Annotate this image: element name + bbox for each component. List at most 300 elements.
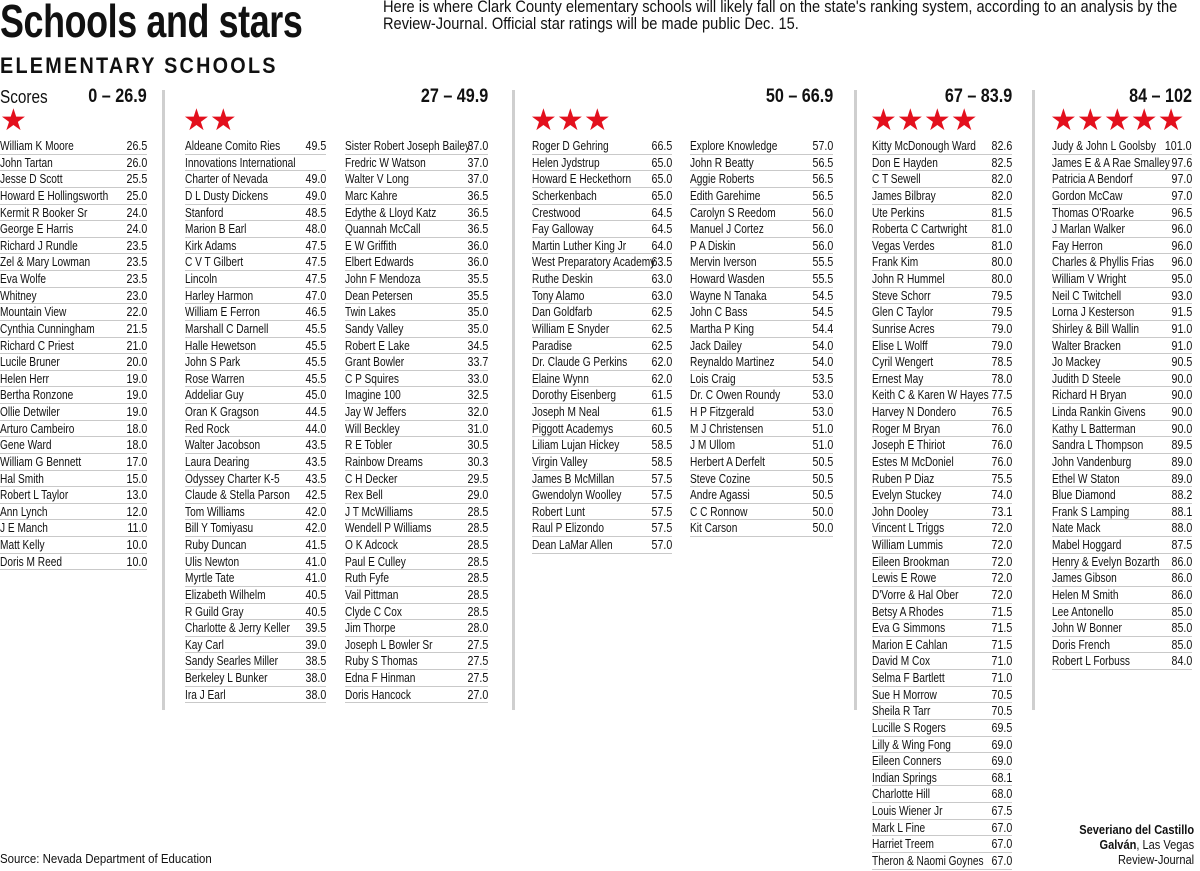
- school-name: Oran K Gragson: [185, 404, 259, 419]
- school-score: 49.0: [305, 171, 326, 187]
- school-name: Dean LaMar Allen: [532, 537, 613, 552]
- school-score: 21.0: [126, 337, 147, 353]
- school-score: 67.0: [991, 819, 1012, 835]
- school-score: 24.0: [126, 221, 147, 237]
- school-score: 97.0: [1171, 171, 1192, 187]
- school-row: [0, 138, 147, 155]
- school-score: 62.5: [651, 304, 672, 320]
- school-name: Sandy Searles Miller: [185, 653, 278, 669]
- school-score: 27.5: [467, 670, 488, 685]
- school-score: 39.0: [305, 636, 326, 652]
- school-name: Will Beckley: [345, 420, 400, 436]
- school-score: 47.5: [305, 271, 326, 286]
- school-name: Cyril Wengert: [872, 354, 934, 370]
- school-row: [0, 421, 147, 438]
- school-column-1: [0, 138, 147, 570]
- school-score: 28.0: [467, 620, 488, 636]
- school-score: 55.5: [812, 254, 833, 270]
- school-score: 47.0: [305, 287, 326, 303]
- school-row: [345, 271, 488, 288]
- school-row: [872, 254, 1012, 271]
- school-row: [1052, 537, 1192, 554]
- school-score: 45.5: [305, 370, 326, 386]
- school-score: 82.0: [991, 171, 1012, 187]
- school-name: Tom Williams: [185, 503, 245, 519]
- school-name: Robert L Taylor: [0, 487, 69, 503]
- school-row: [1052, 437, 1192, 454]
- school-score: 13.0: [126, 487, 147, 503]
- school-score: 45.5: [305, 320, 326, 336]
- school-score: 33.7: [467, 354, 488, 370]
- school-score: 63.5: [651, 254, 672, 270]
- school-name: James Gibson: [1052, 570, 1117, 586]
- school-row: [1052, 371, 1192, 388]
- school-score: 35.5: [467, 271, 488, 286]
- school-row: [872, 171, 1012, 188]
- school-name: Doris French: [1052, 636, 1111, 652]
- school-name: Charlotte & Jerry Keller: [185, 620, 290, 636]
- school-name: Jo Mackey: [1052, 354, 1101, 370]
- school-name: Steve Cozine: [690, 470, 751, 486]
- school-row: [872, 836, 1012, 853]
- school-name: Myrtle Tate: [185, 570, 235, 586]
- school-name: J T McWilliams: [345, 503, 413, 519]
- school-score: 37.0: [467, 171, 488, 187]
- school-name: Dean Petersen: [345, 287, 413, 303]
- school-score: 58.5: [651, 453, 672, 469]
- school-row: [345, 604, 488, 621]
- range-3-star: 50 – 66.9: [765, 86, 833, 107]
- school-score: 79.0: [991, 320, 1012, 336]
- school-score: 76.0: [991, 453, 1012, 469]
- school-row: [532, 155, 672, 172]
- school-score: 50.5: [812, 487, 833, 503]
- star-icon: ★: [950, 104, 978, 137]
- school-row: [345, 138, 488, 155]
- school-row: [532, 188, 672, 205]
- credit: [1079, 822, 1194, 867]
- school-row: [345, 587, 488, 604]
- school-row: [532, 537, 672, 554]
- school-row: [185, 520, 326, 537]
- star-icons-3: [530, 106, 611, 136]
- school-score: 45.5: [305, 354, 326, 370]
- school-score: 28.5: [467, 553, 488, 569]
- school-name: Bertha Ronzone: [0, 387, 74, 403]
- star-icon: ★: [183, 104, 210, 137]
- school-score: 82.6: [991, 138, 1012, 153]
- school-row: [1052, 471, 1192, 488]
- school-name: Ruby Duncan: [185, 537, 247, 552]
- school-row: [185, 604, 326, 621]
- school-row: [345, 171, 488, 188]
- school-score: 49.5: [305, 138, 326, 153]
- school-score: 78.0: [991, 370, 1012, 386]
- school-score: 95.0: [1171, 271, 1192, 286]
- school-score: 30.3: [467, 453, 488, 469]
- school-name: Martha P King: [690, 320, 755, 336]
- school-row: [872, 820, 1012, 837]
- school-row: [532, 221, 672, 238]
- school-score: 96.0: [1171, 237, 1192, 253]
- school-score: 67.0: [991, 836, 1012, 852]
- school-row: [872, 653, 1012, 670]
- school-score: 57.5: [651, 503, 672, 519]
- school-row: [690, 188, 833, 205]
- star-icon: ★: [1130, 104, 1158, 137]
- star-icon: ★: [923, 104, 951, 137]
- school-name: Quannah McCall: [345, 221, 421, 237]
- school-name: Harvey N Dondero: [872, 404, 956, 419]
- school-score: 79.5: [991, 304, 1012, 320]
- school-score: 25.5: [126, 171, 147, 187]
- school-name: Clyde C Cox: [345, 603, 402, 619]
- school-row: [532, 487, 672, 504]
- school-score: 40.5: [305, 586, 326, 602]
- school-score: 27.5: [467, 653, 488, 669]
- school-name: Lilly & Wing Fong: [872, 736, 951, 752]
- school-name: Helen Jydstrup: [532, 154, 600, 170]
- school-name: Aggie Roberts: [690, 171, 755, 187]
- school-row: [0, 171, 147, 188]
- school-row: [872, 737, 1012, 754]
- school-row: [345, 304, 488, 321]
- school-name: Scherkenbach: [532, 187, 597, 203]
- school-name: Ute Perkins: [872, 204, 925, 220]
- school-row: [532, 437, 672, 454]
- school-name: Ollie Detwiler: [0, 404, 60, 419]
- range-2-star: 27 – 49.9: [420, 86, 488, 107]
- school-row: [690, 304, 833, 321]
- school-row: [0, 454, 147, 471]
- school-name: William G Bennett: [0, 453, 82, 469]
- school-score: 23.5: [126, 254, 147, 270]
- school-row: [872, 205, 1012, 222]
- school-row: [532, 254, 672, 271]
- school-row: [690, 437, 833, 454]
- school-row: [345, 238, 488, 255]
- school-score: 38.5: [305, 653, 326, 669]
- star-icons-1: [0, 106, 27, 136]
- school-row: [690, 504, 833, 521]
- school-row: [690, 520, 833, 537]
- school-name: Lois Craig: [690, 370, 736, 386]
- school-row: [690, 471, 833, 488]
- school-row: [1052, 620, 1192, 637]
- school-score: 42.0: [305, 520, 326, 536]
- school-row: [872, 770, 1012, 787]
- school-name: William E Snyder: [532, 320, 610, 336]
- school-row: [532, 338, 672, 355]
- school-score: 70.5: [991, 686, 1012, 702]
- scores-label: Scores: [0, 87, 48, 107]
- school-row: [872, 238, 1012, 255]
- school-score: 75.5: [991, 470, 1012, 486]
- school-row: [1052, 188, 1192, 205]
- school-row: [532, 520, 672, 537]
- school-score: 89.0: [1171, 453, 1192, 469]
- school-score: 90.0: [1171, 404, 1192, 419]
- school-row: [345, 504, 488, 521]
- school-name: David M Cox: [872, 653, 931, 669]
- school-score: 48.0: [305, 221, 326, 237]
- credit-org-2: Review-Journal: [1117, 852, 1194, 867]
- school-name: Jack Dailey: [690, 337, 742, 353]
- school-name: John F Mendoza: [345, 271, 421, 286]
- school-name: Claude & Stella Parson: [185, 487, 290, 503]
- school-name: Richard J Rundle: [0, 237, 78, 253]
- school-name: Steve Schorr: [872, 287, 931, 303]
- school-row: [345, 520, 488, 537]
- school-row: [872, 720, 1012, 737]
- school-score: 62.0: [651, 354, 672, 370]
- school-score: 18.0: [126, 420, 147, 436]
- school-row: [872, 188, 1012, 205]
- school-row: [1052, 138, 1192, 155]
- school-row: [185, 188, 326, 205]
- school-score: 90.0: [1171, 370, 1192, 386]
- school-row: [690, 404, 833, 421]
- school-name: Wendell P Williams: [345, 520, 432, 536]
- school-score: 36.0: [467, 237, 488, 253]
- school-score: 91.5: [1171, 304, 1192, 320]
- school-row: [185, 554, 326, 571]
- school-row: [185, 587, 326, 604]
- school-column-5: [690, 138, 833, 537]
- school-score: 50.5: [812, 453, 833, 469]
- school-name: J M Ullom: [690, 437, 736, 453]
- school-row: [690, 254, 833, 271]
- school-name: William Lummis: [872, 537, 943, 552]
- school-score: 50.0: [812, 520, 833, 536]
- school-row: [345, 637, 488, 654]
- school-row: [872, 338, 1012, 355]
- school-name: Ruthe Deskin: [532, 271, 593, 286]
- school-row: [345, 321, 488, 338]
- school-name: Cynthia Cunningham: [0, 320, 95, 336]
- school-name: Virgin Valley: [532, 453, 588, 469]
- school-row: [872, 520, 1012, 537]
- school-score: 50.5: [812, 470, 833, 486]
- school-score: 36.5: [467, 221, 488, 237]
- school-name: Elise L Wolff: [872, 337, 928, 353]
- school-name: C H Decker: [345, 470, 398, 486]
- school-name: Ruben P Diaz: [872, 470, 935, 486]
- school-row: [185, 687, 326, 704]
- school-name: Roger M Bryan: [872, 420, 941, 436]
- school-row: [1052, 554, 1192, 571]
- school-score: 80.0: [991, 271, 1012, 286]
- school-score: 32.0: [467, 404, 488, 419]
- school-row: [1052, 354, 1192, 371]
- school-score: 26.0: [126, 154, 147, 170]
- school-name: John W Bonner: [1052, 620, 1122, 636]
- school-name: Mabel Hoggard: [1052, 537, 1122, 552]
- school-name: Glen C Taylor: [872, 304, 934, 320]
- school-name: Aldeane Comito Ries: [185, 138, 281, 153]
- credit-name-2: Galván: [1099, 837, 1137, 852]
- school-row: [872, 687, 1012, 704]
- school-name: Thomas O'Roarke: [1052, 204, 1134, 220]
- school-score: 65.0: [651, 171, 672, 187]
- school-row: [1052, 288, 1192, 305]
- school-name: Marion B Earl: [185, 221, 247, 237]
- school-score: 28.5: [467, 603, 488, 619]
- school-score: 31.0: [467, 420, 488, 436]
- school-name: Ulis Newton: [185, 553, 240, 569]
- school-score: 64.5: [651, 204, 672, 220]
- school-name: Addeliar Guy: [185, 387, 244, 403]
- school-name: John Dooley: [872, 503, 929, 519]
- school-name: Walter V Long: [345, 171, 409, 187]
- school-score: 72.0: [991, 537, 1012, 552]
- school-name: William E Ferron: [185, 304, 260, 320]
- school-score: 76.5: [991, 404, 1012, 419]
- school-name: Henry & Evelyn Bozarth: [1052, 553, 1160, 569]
- school-score: 56.0: [812, 221, 833, 237]
- school-name: Selma F Bartlett: [872, 670, 945, 685]
- school-row: [185, 670, 326, 687]
- school-name: James B McMillan: [532, 470, 615, 486]
- star-icon: ★: [1050, 104, 1077, 137]
- school-name: Bill Y Tomiyasu: [185, 520, 254, 536]
- school-name: Kathy L Batterman: [1052, 420, 1136, 436]
- school-name: Sheila R Tarr: [872, 703, 931, 719]
- school-score: 88.1: [1171, 503, 1192, 519]
- school-score: 81.0: [991, 221, 1012, 237]
- school-score: 64.5: [651, 221, 672, 237]
- school-row: [1052, 637, 1192, 654]
- school-score: 76.0: [991, 420, 1012, 436]
- school-name: Robert E Lake: [345, 337, 410, 353]
- page-title: Schools and stars: [0, 0, 303, 47]
- school-row: [872, 221, 1012, 238]
- school-name: Dorothy Eisenberg: [532, 387, 616, 403]
- school-name: Joseph L Bowler Sr: [345, 636, 433, 652]
- school-score: 45.5: [305, 337, 326, 353]
- school-row: [872, 354, 1012, 371]
- school-score: 56.0: [812, 237, 833, 253]
- school-name: Nate Mack: [1052, 520, 1101, 536]
- school-name: Twin Lakes: [345, 304, 396, 320]
- school-row: [185, 421, 326, 438]
- school-name: Ethel W Staton: [1052, 470, 1120, 486]
- school-score: 41.5: [305, 537, 326, 552]
- school-score: 38.0: [305, 670, 326, 685]
- school-row: [185, 205, 326, 222]
- school-row: [0, 554, 147, 571]
- school-name: Gordon McCaw: [1052, 187, 1123, 203]
- school-score: 10.0: [126, 537, 147, 552]
- star-icon: ★: [556, 104, 584, 137]
- school-score: 81.0: [991, 237, 1012, 253]
- school-name: Vegas Verdes: [872, 237, 935, 253]
- school-name: Andre Agassi: [690, 487, 750, 503]
- school-score: 45.0: [305, 387, 326, 403]
- school-name: Liliam Lujan Hickey: [532, 437, 620, 453]
- school-row: [872, 604, 1012, 621]
- school-name: Mark L Fine: [872, 819, 926, 835]
- school-name: Joseph E Thiriot: [872, 437, 946, 453]
- school-score: 72.0: [991, 553, 1012, 569]
- school-name: Sue H Morrow: [872, 686, 937, 702]
- school-score: 89.0: [1171, 470, 1192, 486]
- school-score: 20.0: [126, 354, 147, 370]
- school-score: 86.0: [1171, 553, 1192, 569]
- school-name: Roger D Gehring: [532, 138, 609, 153]
- school-name: Hal Smith: [0, 470, 44, 486]
- school-score: 29.0: [467, 487, 488, 503]
- school-name: Howard Wasden: [690, 271, 765, 286]
- school-row: [0, 188, 147, 205]
- school-name: C T Sewell: [872, 171, 921, 187]
- school-name: Harley Harmon: [185, 287, 254, 303]
- school-row: [872, 537, 1012, 554]
- school-score: 28.5: [467, 586, 488, 602]
- school-row: [345, 421, 488, 438]
- school-row: [185, 338, 326, 355]
- school-row: [0, 471, 147, 488]
- school-name: Fredric W Watson: [345, 154, 426, 170]
- school-score: 41.0: [305, 553, 326, 569]
- school-row: [872, 387, 1012, 404]
- school-score: 69.0: [991, 736, 1012, 752]
- school-row: [0, 271, 147, 288]
- school-score: 17.0: [126, 453, 147, 469]
- school-row: [345, 670, 488, 687]
- school-name: Lucile Bruner: [0, 354, 60, 370]
- school-row: [0, 404, 147, 421]
- school-name: Edna F Hinman: [345, 670, 416, 685]
- school-name: E W Griffith: [345, 237, 397, 253]
- school-name: Paul E Culley: [345, 553, 406, 569]
- school-score: 35.0: [467, 320, 488, 336]
- school-score: 23.0: [126, 287, 147, 303]
- school-name: Rex Bell: [345, 487, 383, 503]
- school-score: 51.0: [812, 420, 833, 436]
- school-row: [690, 421, 833, 438]
- school-row: [532, 271, 672, 288]
- divider: [512, 90, 515, 710]
- school-name: Edythe & Lloyd Katz: [345, 204, 437, 220]
- school-name: Carolyn S Reedom: [690, 204, 776, 220]
- school-row: [532, 371, 672, 388]
- school-row: [690, 338, 833, 355]
- school-row: [0, 288, 147, 305]
- school-name: Rainbow Dreams: [345, 453, 423, 469]
- school-name: Louis Wiener Jr: [872, 803, 943, 818]
- school-score: 69.5: [991, 719, 1012, 735]
- school-row: [872, 437, 1012, 454]
- school-name: Walter Bracken: [1052, 337, 1121, 353]
- school-row: [185, 637, 326, 654]
- school-name: Evelyn Stuckey: [872, 487, 942, 503]
- school-name: J E Manch: [0, 520, 48, 536]
- school-score: 58.5: [651, 437, 672, 453]
- school-score: 62.5: [651, 337, 672, 353]
- school-name: Eileen Brookman: [872, 553, 950, 569]
- school-name: Howard E Heckethorn: [532, 171, 632, 187]
- school-score: 67.5: [991, 803, 1012, 818]
- school-name: Frank Kim: [872, 254, 919, 270]
- school-score: 53.0: [812, 387, 833, 403]
- school-name: Zel & Mary Lowman: [0, 254, 91, 270]
- school-score: 42.5: [305, 487, 326, 503]
- school-name: Eva Wolfe: [0, 271, 47, 286]
- school-score: 71.5: [991, 603, 1012, 619]
- school-score: 85.0: [1171, 620, 1192, 636]
- star-icon: ★: [870, 104, 897, 137]
